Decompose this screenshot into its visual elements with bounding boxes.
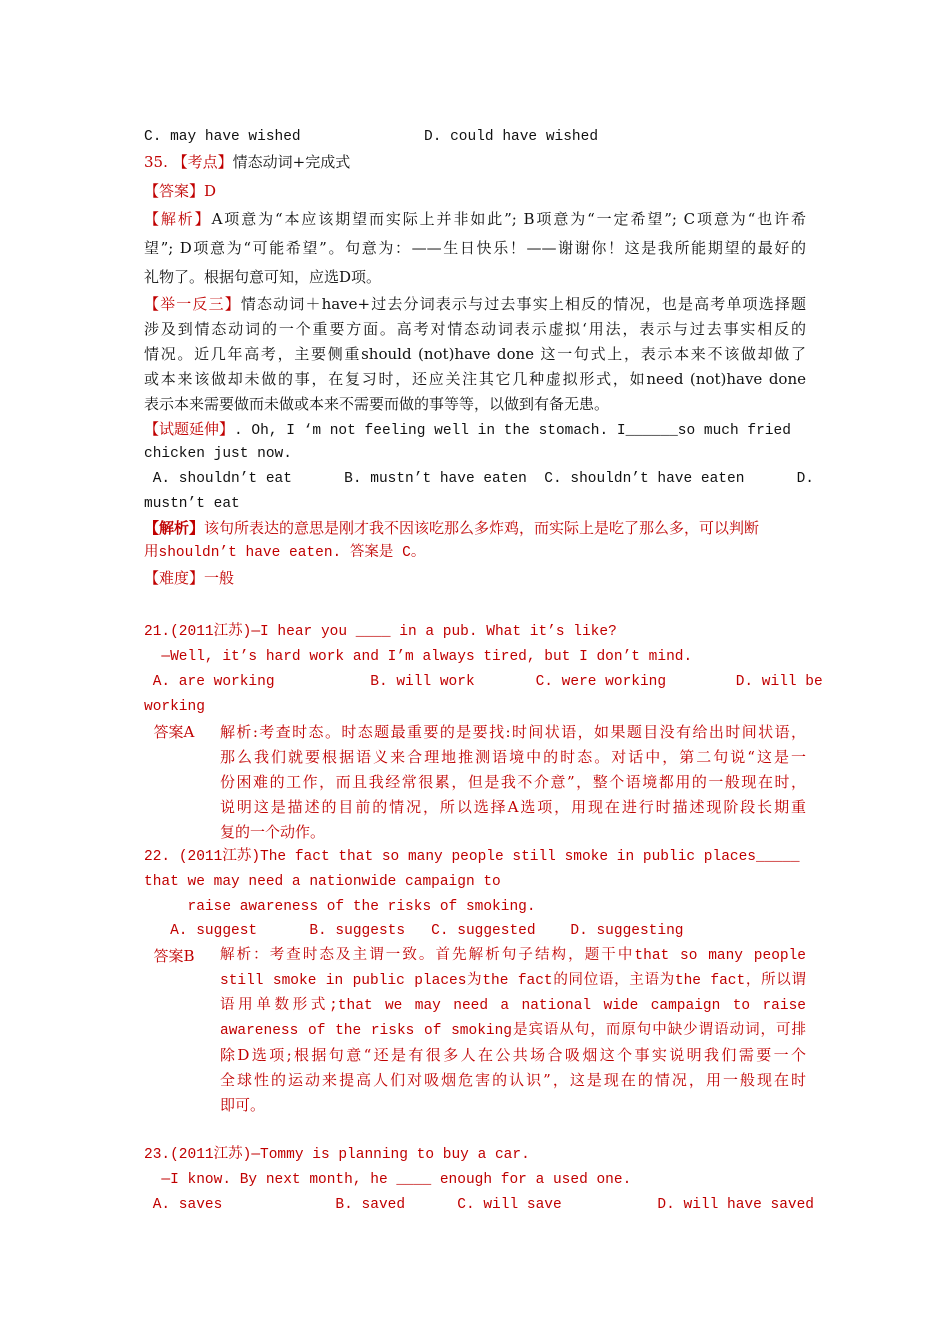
q35-number: 35.	[144, 153, 173, 171]
q35-kaodian-line	[144, 152, 350, 172]
q21-analysis-l1: 解析:考查时态。时态题最重要的是要找:时间状语，如果题目没有给出时间状语，	[220, 723, 806, 741]
q35-extension-l1: 【举一反三】情态动词＋have+过去分词表示与过去事实上相反的情况，也是高考单项选择题	[144, 295, 806, 313]
q35-difficulty-tag: 【难度】	[144, 569, 205, 587]
q21-prefix: 21.(2011江苏)	[144, 624, 252, 640]
q35-extension-tag: 【举一反三】	[144, 295, 241, 313]
q35-kaodian: 情态动词+完成式	[232, 153, 351, 171]
q35-practice-analysis-tag: 【解析】	[144, 519, 205, 537]
q35-extension-l5: 表示本来需要做而未做或本来不需要而做的事等等，以做到有备无患。	[144, 395, 610, 413]
q23-stem-l2: —I know. By next month, he ____ enough for a used one.	[144, 1172, 632, 1188]
q23-options: A. saves B. saved C. will save D. will have saved	[144, 1197, 815, 1213]
q35-answer-line	[144, 181, 216, 201]
q35-difficulty-line	[144, 568, 234, 588]
q22-analysis-l1: 解析：考查时态及主谓一致。首先解析句子结构，题干中that so many people	[220, 948, 806, 964]
q35-practice-analysis-l2: 用shouldn’t have eaten. 答案是 C。	[144, 545, 426, 561]
q21-analysis-l3: 份困难的工作，而且我经常很累，但是我不介意”，整个语境都用的一般现在时，	[220, 773, 806, 791]
q21-stem-l2: —Well, it’s hard work and I’m always tired, but I don’t mind.	[144, 649, 693, 665]
q21-answer: 答案A	[144, 723, 195, 741]
q35-answer: D	[204, 182, 217, 200]
q35-difficulty: 一般	[204, 569, 235, 587]
q21-options-l2: working	[144, 699, 205, 715]
q35-extension-l3: 情况。近几年高考，主要侧重should (not)have done 这一句式上，表示本来不该做却做了	[144, 345, 806, 363]
option-d: D. could have wished	[424, 129, 599, 145]
q35-practice-l2: chicken just now.	[144, 446, 292, 462]
q35-analysis-l3: 礼物了。根据句意可知，应选D项。	[144, 268, 382, 286]
q21-analysis-l5: 复的一个动作。	[220, 823, 326, 841]
q22-answer: 答案B	[144, 947, 195, 965]
q35-extension-l2: 涉及到情态动词的一个重要方面。高考对情态动词表示虚拟‘用法，表示与过去事实相反的	[144, 320, 806, 338]
q22-options: A. suggest B. suggests C. suggested D. suggesting	[144, 923, 684, 939]
option-c: C. may have wished	[144, 129, 301, 145]
q35-analysis-tag: 【解析】	[144, 210, 212, 228]
q35-analysis-l1: 【解析】A项意为“本应该期望而实际上并非如此”; B项意为“一定希望”; C项意为“也许希	[144, 210, 806, 228]
q21-analysis-l4: 说明这是描述的目前的情况，所以选择A选项，用现在进行时描述现阶段长期重	[220, 798, 806, 816]
q21-options: A. are working B. will work C. were working D. will be	[144, 674, 823, 690]
q22-stem-l3: raise awareness of the risks of smoking.	[144, 899, 536, 915]
q35-kaodian-tag: 【考点】	[172, 153, 233, 171]
q35-practice-l1: 【试题延伸】. Oh, I ‘m not feeling well in the stomach. I______so much fried	[144, 420, 791, 439]
q35-practice-analysis-l1: 【解析】该句所表达的意思是刚才我不因该吃那么多炸鸡，而实际上是吃了那么多，可以判断	[144, 519, 760, 537]
q22-number: 22.	[144, 849, 179, 865]
q22-stem-l2: that we may need a nationwide campaign to	[144, 874, 501, 890]
q35-practice-l4: mustn’t eat	[144, 496, 240, 512]
q22-analysis-l4: awareness of the risks of smoking是宾语从句，而原句中缺少谓语动词，可排	[220, 1023, 806, 1039]
q22-analysis-l2: still smoke in public places为the fact的同位语，主语为the fact，所以谓	[220, 973, 806, 989]
q35-practice-options: A. shouldn’t eat B. mustn’t have eaten C. shouldn’t have eaten D.	[144, 471, 815, 487]
q22-analysis-l5: 除D选项;根据句意“还是有很多人在公共场合吸烟这个事实说明我们需要一个	[220, 1046, 806, 1064]
q21-stem-l1: 21.(2011江苏)—I hear you ____ in a pub. What it’s like?	[144, 624, 617, 640]
q35-answer-tag: 【答案】	[144, 182, 205, 200]
q21-analysis-l2: 那么我们就要根据语义来合理地推测语境中的时态。对话中，第二句说“这是一	[220, 748, 806, 766]
q35-practice-tag: 【试题延伸】	[144, 420, 235, 438]
q23-stem-l1: 23.(2011江苏)—Tommy is planning to buy a car.	[144, 1147, 530, 1163]
q22-analysis-l6: 全球性的运动来提高人们对吸烟危害的认识”，这是现在的情况，用一般现在时	[220, 1071, 806, 1089]
q22-prefix: (2011江苏)	[178, 849, 261, 865]
q22-stem-l1: 22. (2011江苏)The fact that so many people still smoke in public places_____	[144, 849, 800, 865]
q23-prefix: 23.(2011江苏)	[144, 1147, 252, 1163]
q35-extension-l4: 或本来该做却未做的事，在复习时，还应关注其它几种虚拟形式，如need (not)have done	[144, 370, 806, 388]
q22-analysis-l7: 即可。	[220, 1096, 266, 1114]
q35-analysis-l2: 望”; D项意为“可能希望”。句意为：——生日快乐！——谢谢你！这是我所能期望的最好的	[144, 239, 806, 257]
q22-analysis-l3: 语用单数形式;that we may need a national wide campaign to raise	[220, 998, 806, 1014]
